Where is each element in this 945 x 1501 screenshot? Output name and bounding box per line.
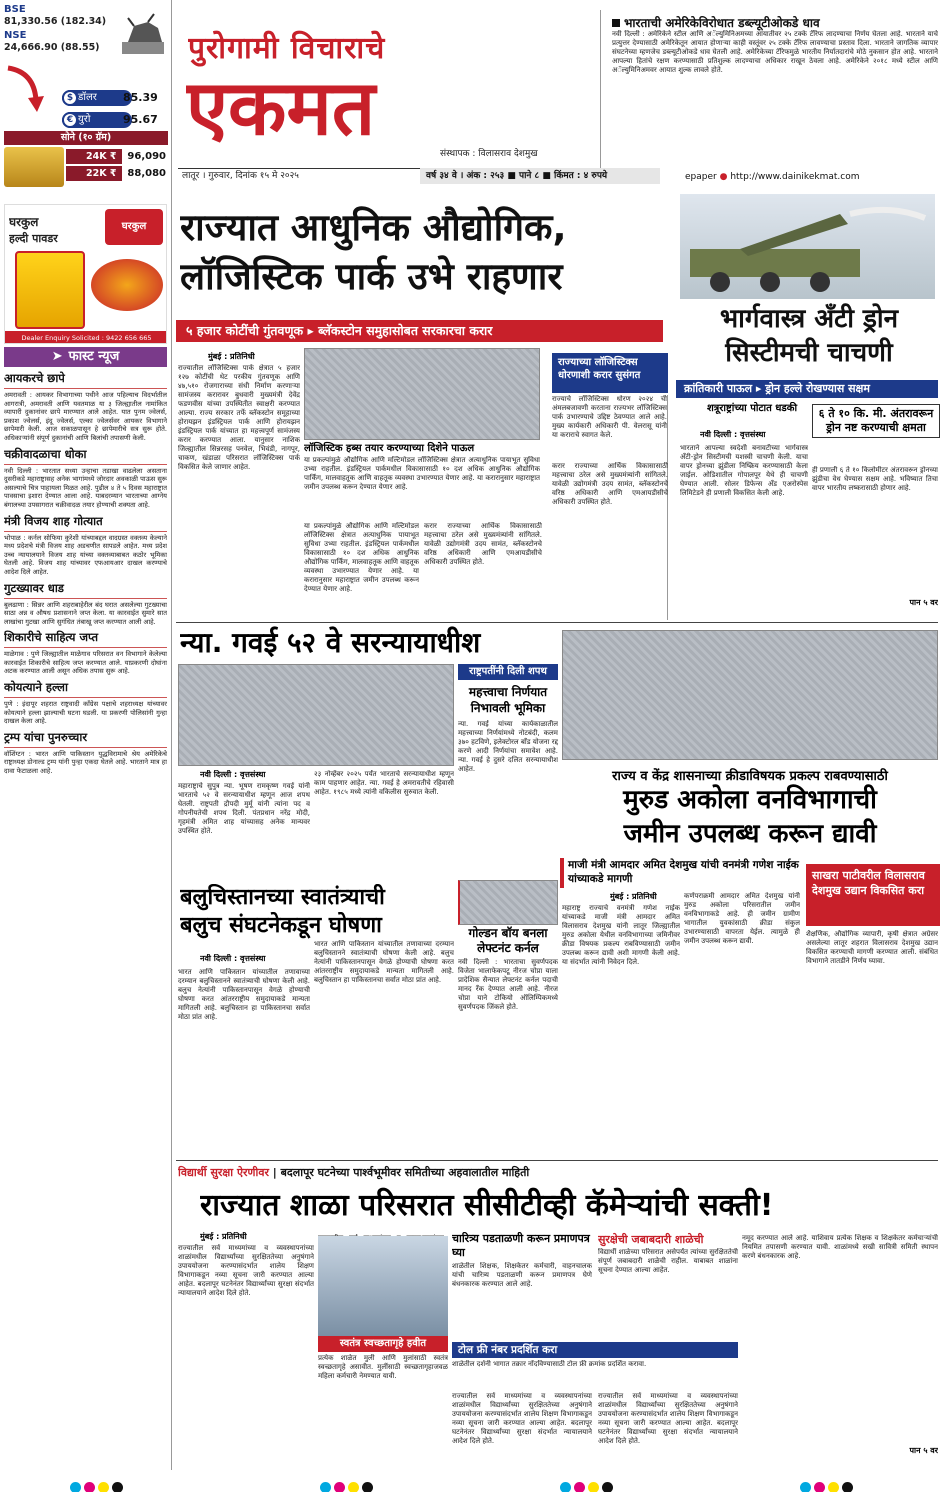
fast-item-title: शिकारीचे साहित्य जप्त	[4, 630, 167, 648]
yellow-dot-icon	[98, 1482, 109, 1492]
gold-bar-icon	[4, 147, 64, 187]
defence-box-body: ही प्रणाली ६ ते १० किलोमीटर अंतरावरून ड्रोनच्या झुंडीचा वेध घेण्यास सक्षम आहे. भविष्यात तिचा वापर भारतीय लष्करासाठी होणार आहे.	[812, 466, 938, 492]
section-rule	[176, 622, 938, 623]
fast-news-header	[4, 347, 167, 367]
sports-subhead: माजी मंत्री आमदार अमित देशमुख यांची वनमंत्री गणेश नाईक यांच्याकडे मागणी	[560, 858, 800, 888]
arrow-icon: ➤	[51, 349, 63, 364]
golden-boy-headline: गोल्डन बॉय बनला लेफ्टनंट कर्नल	[468, 926, 548, 955]
cji-body-2: २३ नोव्हेंबर २०२५ पर्यंत भारताचे सरन्यायाधीश म्हणून काम पाहणार आहेत. न्या. गवई हे अमरावतीचे रहिवासी आहेत. १९८५ मध्ये त्यांनी वकिलीस सुरुवात केली.	[314, 770, 454, 796]
school-prehead-sep: |	[268, 1166, 281, 1179]
fast-item	[4, 630, 167, 676]
main-headline-2: लॉजिस्टिक पार्क उभे राहणार	[180, 255, 563, 298]
defence-continued: पान ५ वर	[909, 598, 938, 607]
gold-22-value: 88,080	[122, 166, 168, 181]
defence-body: भारताने आपल्या स्वदेशी बनावटीच्या भार्गवास्त्र अँटी-ड्रोन सिस्टीमची यशस्वी चाचणी केली. याचा वापर ड्रोनच्या झुंडीला निष्क्रिय करण्यासाठी केला जाईल. ओडिशातील गोपालपूर येथे ही चाचणी घेण्यात आली. सोलर डिफेन्स अँड एअरोस्पेस लिमिटेडने ही प्रणाली विकसित केली आहे.	[680, 444, 808, 497]
black-dot-icon	[842, 1482, 853, 1492]
dateline: लातूर । गुरुवार, दिनांक १५ मे २०२५	[182, 171, 299, 181]
gold-22-label: 22K ₹	[86, 168, 117, 179]
gold-24-value: 96,090	[122, 149, 168, 164]
school-continued: पान ५ वर	[909, 1446, 938, 1455]
baloch-byline: नवी दिल्ली : वृत्तसंस्था	[200, 954, 266, 963]
defence-subhead-bar: क्रांतिकारी पाऊल ▸ ड्रोन हल्ले रोखण्यास सक्षम	[676, 380, 938, 398]
defence-headline: भार्गवास्त्र अँटी ड्रोन सिस्टीमची चाचणी	[719, 304, 899, 368]
school-body-3: राज्यातील सर्व माध्यमांच्या व व्यवस्थापनांच्या शाळांमधील विद्यार्थ्यांच्या सुरक्षिततेच्या अनुषंगाने उपाययोजना करण्यासंदर्भात शालेय शिक्षण विभागाकडून नव्या सूचना जारी करण्यात आल्या आहेत. बदलापूर घटनेनंतर विद्यार्थ्यांच्या सुरक्षा संदर्भात न्यायालयाने आदेश दिले होते.	[452, 1392, 592, 1445]
magenta-dot-icon	[334, 1482, 345, 1492]
school-caption-body: प्रत्येक शाळेत मुली आणि मुलांसाठी स्वतंत्र स्वच्छतागृहे असावीत. मुलींसाठी स्वच्छतागृहाजवळ महिला कर्मचारी नेमण्यात यावी.	[318, 1354, 448, 1380]
registration-marks	[800, 1478, 920, 1492]
sports-body-1: महाराष्ट्र राज्याचे वनमंत्री गणेश नाईक यांच्याकडे माजी मंत्री आमदार अमित विलासराव देशमुख यांनी लातूर जिल्ह्यातील मुरुड अकोला येथील वनविभागाच्या जमिनीवर क्रीडा विषयक प्रकल्प राबविण्यासाठी जमीन उपलब्ध करून द्यावी अशी मागणी केली आहे. या संदर्भात त्यांनी निवेदन दिले.	[562, 904, 680, 966]
registration-marks	[320, 1478, 440, 1492]
fast-news-list	[4, 367, 167, 1467]
swearing-in-photo	[178, 664, 454, 766]
fast-item-title: चक्रीवादळाचा धोका	[4, 447, 167, 465]
dollar-value: 85.39	[123, 91, 158, 104]
main-headline-1: राज्यात आधुनिक औद्योगिक,	[180, 206, 567, 249]
currency-arrow-icon	[4, 60, 62, 120]
fast-item	[4, 730, 167, 776]
cji-box-header: राष्ट्रपतींनी दिली शपथ	[458, 664, 558, 680]
epaper-label: epaper	[685, 172, 717, 182]
fast-item	[4, 371, 167, 443]
defence-box-title: ६ ते १० कि. मी. अंतरावरून ड्रोन नष्ट करण्याची क्षमता	[812, 404, 940, 438]
magenta-dot-icon	[814, 1482, 825, 1492]
fast-item	[4, 514, 167, 577]
school-box1-title: चारित्र्य पडताळणी करून प्रमाणपत्र घ्या	[452, 1232, 590, 1259]
main-byline: मुंबई : प्रतिनिधी	[208, 352, 255, 361]
cji-box-body: न्या. गवई यांच्या कार्यकाळातील महत्त्वाच्या निर्णयांमध्ये नोटबंदी, कलम ३७० हटविणे, इलेक्टोरल बाँड योजना रद्द करणे आदी निर्णयांचा समावेश आहे. न्या. गवई हे दुसरे दलित सरन्यायाधीश आहेत.	[458, 720, 558, 773]
school-box3-title: टोल फ्री नंबर प्रदर्शित करा	[452, 1342, 738, 1358]
masthead-divider	[600, 10, 601, 168]
wto-story-title	[612, 14, 932, 31]
school-prehead	[178, 1164, 938, 1182]
main-col-3a: या प्रकल्पांमुळे औद्योगिक आणि मल्टिमोडल लॉजिस्टिक्स क्षेत्रात अत्याधुनिक पायाभूत सुविधा उभ्या राहतील. इंडस्ट्रियल पार्कमधील विकासासाठी १० दश अधिक आधुनिक औद्योगिक पार्किंग, मालवाहतूक आणि वाहतूक व्यवस्था उभारण्यात येणार आहे. या करारानुसार महाराष्ट्रात जमीन उपलब्ध करून देण्यात येणार आहे.	[304, 522, 419, 593]
school-box1-body: शाळेतील शिक्षक, शिक्षकेतर कर्मचारी, वाहनचालक यांची चारित्र्य पडताळणी करून प्रमाणपत्र घेणे बंधनकारक करण्यात आले आहे.	[452, 1262, 592, 1288]
gold-24-label: 24K ₹	[86, 151, 117, 162]
sidebar-divider	[171, 0, 172, 1470]
school-box2-body: विद्यार्थी शाळेच्या परिसरात असेपर्यंत त्यांच्या सुरक्षिततेची संपूर्ण जबाबदारी शाळेची राहील. याबाबत शाळांना सूचना देण्यात आल्या आहेत.	[598, 1248, 738, 1274]
section-rule	[176, 1160, 938, 1161]
black-dot-icon	[112, 1482, 123, 1492]
haldi-packet-icon	[15, 251, 85, 329]
haldi-ad[interactable]	[4, 204, 167, 344]
bull-icon	[118, 8, 168, 58]
cyan-dot-icon	[320, 1482, 331, 1492]
fast-item-title: ट्रम्प यांचा पुनरुच्चार	[4, 730, 167, 748]
dollar-icon: $	[62, 90, 78, 106]
sports-box-body: शैक्षणिक, औद्योगिक व्यापारी, कृषी क्षेत्रात अग्रेसर असलेल्या लातूर शहरात विलासराव देशमुख उद्यान विकसित करण्याची मागणी करण्यात आली. संबंधित विभागाने तातडीने निर्णय घ्यावा.	[806, 930, 938, 965]
school-body-1: राज्यातील सर्व माध्यमांच्या व व्यवस्थापनांच्या शाळांमधील विद्यार्थ्यांच्या सुरक्षिततेच्या अनुषंगाने उपाययोजना करण्यासंदर्भात शालेय शिक्षण विभागाकडून नव्या सूचना जारी करण्यात आल्या आहेत. बदलापूर घटनेनंतर विद्यार्थ्यांच्या सुरक्षा संदर्भात न्यायालयाने आदेश दिले होते.	[178, 1244, 314, 1297]
sports-body-2: कर्णपराक्रमी आमदार अमित देशमुख यांनी मुरुड अकोला परिसरातील जमीन वनविभागाकडे आहे. ही जमीन ग्रामीण भागातील युवकांसाठी क्रीडा संकुल उभारण्यासाठी वापरता येईल. त्यामुळे ही जमीन उपलब्ध करून द्यावी.	[684, 892, 800, 945]
fast-item	[4, 680, 167, 726]
ad-product: हल्दी पावडर	[9, 232, 58, 245]
gold-title: सोने (१० ग्रॅम)	[4, 131, 168, 145]
main-col-1: राज्यातील लॉजिस्टिक्स पार्क क्षेत्रात ५ हजार १२७ कोटींची थेट परकीय गुंतवणूक आणि ४७,५१० रोजगाराच्या संधी निर्माण करणाऱ्या सामंजस्य करारावर बुधवारी मुख्यमंत्री देवेंद्र फडणवीस यांच्या उपस्थितीत स्वाक्षरी करण्यात आल्या. राज्य सरकार तर्फे ब्लॅकस्टोन समूहाच्या होरायझन इंडस्ट्रियल पार्क आणि होरायझन इंडस्ट्रियल पार्क यांच्यात हा महत्त्वपूर्ण सामंजस्य करार करण्यात आला. यानुसार नाशिक जिल्ह्यातील सिन्नरसह पनवेल, भिवंडी, नागपूर, चाकण, खंडाळा परिसरात लॉजिस्टिक्स पार्क विकसित केले जाणार आहेत.	[178, 364, 300, 471]
magenta-dot-icon	[84, 1482, 95, 1492]
ad-dealer: Dealer Enquiry Solicited : 9422 656 665	[5, 331, 167, 344]
ad-logo	[105, 209, 163, 245]
rocket-launcher-photo	[680, 194, 935, 299]
golden-boy-body: नवी दिल्ली : भारताचा सुवर्णपदक विजेता भालाफेकपटू नीरज चोप्रा याला प्रादेशिक सैन्यात लेफ्टनंट कर्नल पदाची मानद रँक देण्यात आली आहे. नीरज चोप्रा याने टोकियो ऑलिम्पिकमध्ये सुवर्णपदक जिंकले होते.	[458, 958, 558, 1011]
sports-headline-2: जमीन उपलब्ध करून द्यावी	[623, 819, 877, 849]
market-ticker	[0, 0, 170, 200]
main-subhead-bar: ५ हजार कोटींची गुंतवणूक ▸ ब्लॅकस्टोन समुहासोबत सरकारचा करार	[176, 320, 663, 342]
fast-item-title: गुटख्यावर धाड	[4, 581, 167, 599]
school-byline: मुंबई : प्रतिनिधी	[200, 1232, 247, 1241]
baloch-body-2: भारत आणि पाकिस्तान यांच्यातील तणावाच्या दरम्यान बलुचिस्तानने स्वातंत्र्याची घोषणा केली आहे. बलुच नेत्यांनी पाकिस्तानपासून वेगळे होण्याची घोषणा करत आंतरराष्ट्रीय समुदायाकडे मान्यता मागितली आहे. बलुचिस्तान हा पाकिस्तानचा सर्वात मोठा प्रांत आहे.	[314, 940, 454, 984]
cyan-dot-icon	[800, 1482, 811, 1492]
euro-value: 95.67	[123, 113, 158, 126]
cji-headline: न्या. गवई ५२ वे सरन्यायाधीश	[180, 626, 481, 659]
yellow-dot-icon	[828, 1482, 839, 1492]
black-dot-icon	[362, 1482, 373, 1492]
nse-value: 24,666.90 (88.55)	[4, 42, 100, 53]
school-box3-body: शाळेतील दर्शनी भागात तक्रार नोंदविण्यासाठी टोल फ्री क्रमांक प्रदर्शित करावा.	[452, 1360, 647, 1368]
fast-item-title: कोयत्याने हल्ला	[4, 680, 167, 698]
baloch-headline-2: बलुच संघटनेकडून घोषणा	[180, 913, 382, 938]
main-col-3b: करार राज्याच्या आर्थिक विकासासाठी महत्त्वाचा ठरेल असे मुख्यमंत्र्यांनी सांगितले. यावेळी उद्योगमंत्री उदय सामंत, ब्लॅकस्टोनचे वरिष्ठ अधिकारी आणि एमआयडीसीचे अधिकारी उपस्थित होते.	[424, 522, 542, 566]
euro-label: युरो	[78, 114, 91, 125]
baloch-headline-1: बलुचिस्तानच्या स्वातंत्र्याची	[180, 885, 385, 910]
fast-item-body: पुणे : इंदापूर शहरात राष्ट्रवादी काँग्रेस पक्षाचे शहराध्यक्ष यांच्यावर कोयत्याने हल्ला झाल्याची घटना घडली. या प्रकरणी पोलिसांनी गुन्हा दाखल केला आहे.	[4, 700, 167, 726]
main-col-4: राज्याचे लॉजिस्टिक्स धोरण २०२४ ची अंमलबजावणी करताना राज्यभर लॉजिस्टिक्स पार्क उभारण्याचे उद्दिष्ट ठेवण्यात आले आहे. मुख्य कार्यकारी अधिकारी पी. वेलरासू यांनी या कराराचे स्वागत केले.	[552, 395, 668, 620]
golden-boy-photo	[458, 880, 558, 925]
yellow-dot-icon	[588, 1482, 599, 1492]
founder-line: संस्थापक : विलासराव देशमुख	[440, 149, 538, 159]
bse-label: BSE	[4, 4, 26, 15]
registration-marks	[560, 1478, 680, 1492]
square-bullet-icon	[612, 19, 620, 27]
fast-item	[4, 581, 167, 627]
yellow-dot-icon	[348, 1482, 359, 1492]
mou-caption: लॉजिस्टिक हब्स तयार करण्याच्या दिशेने पाऊल	[304, 440, 540, 454]
issue-info: वर्ष ३४ वे । अंक : २५३ ■ पाने ८ ■ किंमत : ४ रुपये	[420, 168, 660, 184]
masthead-name: एकमत	[186, 63, 376, 152]
fast-news-title: फास्ट न्यूज	[68, 349, 120, 364]
fast-item-body: नवी दिल्ली : भारतात सध्या उन्हाचा तडाखा वाढलेला असताना दुसरीकडे महाराष्ट्रासह अनेक भागांमध्ये जोरदार अवकाळी पाऊस सुरू असल्याचे चित्र पाहायला मिळत आहे. पुढील ४ ते ५ दिवस महाराष्ट्रात पावसाचा इशारा देण्यात आला आहे. याबदरम्यान भारताच्या आग्नेय बंगालच्या उपसागरात चक्रीवादळ तयार होण्याची शक्यता आहे.	[4, 466, 167, 509]
logistics-box-title: राज्याच्या लॉजिस्टिक्स धोरणाशी करार सुसंगत	[552, 353, 668, 393]
defence-byline: नवी दिल्ली : वृत्तसंस्था	[700, 430, 766, 439]
sports-byline: मुंबई : प्रतिनिधी	[610, 892, 657, 901]
fast-item-body: अमरावती : आयकर विभागाच्या पथीने आज पहिल्याच विदर्भातील आगरात्री, अमरावती आणि यवतमाळ या ३ जिल्ह्यातील नामांकित व्यापारी दुकानांवर छापे मारण्यात आले आहेत. यात पुनम ज्वेलर्स, प्रकाश ज्वेलर्स, इंदू ज्वेलर्स, एल्का ज्वेलर्सवर आयकर विभागाने छापेमारी केली. आज सकाळपासून हे छापेमारीचे सत्र सुरू होते. अधिकाऱ्यांनी संपूर्ण दुकानांची आणि बिलांची तपासणी केली.	[4, 391, 167, 442]
meeting-photo	[562, 630, 938, 760]
ad-brand: घरकुल	[9, 215, 39, 229]
sports-headline-1: मुरुड अकोला वनविभागाची	[623, 785, 877, 815]
ad-logo-text: घरकुल	[121, 221, 147, 232]
turmeric-bowl-icon	[91, 259, 163, 311]
fast-item-body: माळेगाव : पुणे जिल्ह्यातील माळेगाव परिसरात वन विभागाने केलेल्या कारवाईत शिकारीचे साहित्य जप्त करण्यात आले. याप्रकरणी दोघांना अटक करण्यात आली असून अधिक तपास सुरू आहे.	[4, 650, 167, 676]
defence-subhead: शत्रूराष्ट्रांच्या पोटात धडकी	[706, 403, 798, 414]
school-body-4: राज्यातील सर्व माध्यमांच्या व व्यवस्थापनांच्या शाळांमधील विद्यार्थ्यांच्या सुरक्षिततेच्या अनुषंगाने उपाययोजना करण्यासंदर्भात शालेय शिक्षण विभागाकडून नव्या सूचना जारी करण्यात आल्या आहेत. बदलापूर घटनेनंतर विद्यार्थ्यांच्या सुरक्षा संदर्भात न्यायालयाने आदेश दिले होते.	[598, 1392, 738, 1445]
cji-body-1: महाराष्ट्राचे सुपुत्र न्या. भूषण रामकृष्ण गवई यांनी भारताचे ५२ वे सरन्यायाधीश म्हणून आज शपथ घेतली. राष्ट्रपती द्रौपदी मुर्मू यांनी त्यांना पद व गोपनीयतेची शपथ दिली. पंतप्रधान नरेंद्र मोदी, गृहमंत्री अमित शाह यांच्यासह अनेक मान्यवर उपस्थित होते.	[178, 782, 310, 835]
main-col-4b: करार राज्याच्या आर्थिक विकासासाठी महत्त्वाचा ठरेल असे मुख्यमंत्र्यांनी सांगितले. यावेळी उद्योगमंत्री उदय सामंत, ब्लॅकस्टोनचे वरिष्ठ अधिकारी आणि एमआयडीसीचे अधिकारी उपस्थित होते.	[552, 462, 668, 506]
cyan-dot-icon	[70, 1482, 81, 1492]
epaper-link[interactable]	[685, 170, 925, 184]
wto-title-text: भारताची अमेरिकेविरोधात डब्ल्यूटीओकडे धाव	[624, 16, 820, 30]
main-col-2: या प्रकल्पांमुळे औद्योगिक आणि मल्टिमोडल लॉजिस्टिक्स क्षेत्रात अत्याधुनिक पायाभूत सुविधा उभ्या राहतील. इंडस्ट्रियल पार्कमधील विकासासाठी १० दश अधिक आधुनिक औद्योगिक पार्किंग, मालवाहतूक आणि वाहतूक व्यवस्था उभारण्यात येणार आहे. या करारानुसार महाराष्ट्रात जमीन उपलब्ध करून देण्यात येणार आहे.	[304, 456, 540, 491]
nse-label: NSE	[4, 30, 27, 41]
school-body-last: नमूद करण्यात आले आहे. याशिवाय प्रत्येक शिक्षक व शिक्षकेतर कर्मचाऱ्यांची नियमित तपासणी करण्यात यावी. शाळांमध्ये सखी सावित्री समिती स्थापन करणे बंधनकारक आहे.	[742, 1234, 938, 1260]
fast-item	[4, 447, 167, 510]
epaper-url: http://www.dainikekmat.com	[730, 172, 860, 182]
cji-byline: नवी दिल्ली : वृत्तसंस्था	[200, 770, 266, 779]
dollar-label: डॉलर	[78, 92, 97, 103]
fast-item-body: बुलढाणा : सिन्नर आणि शहराबाहेरील बंद घरात असलेल्या गुटख्याचा साठा अन्न व औषध प्रशासनाने जप्त केला. या कारवाईत सुमारे सात लाखांचा गुटखा आणि सुगंधित तंबाखू जप्त करण्यात आली आहे.	[4, 600, 167, 626]
wto-story-body: नवी दिल्ली : अमेरिकेने स्टील आणि अॅल्युमिनिअमच्या आयातीवर २५ टक्के टॅरिफ लादण्याचा निर्णय घेतला आहे. भारताने याचे प्रत्युत्तर देण्यासाठी अमेरिकेतून आयात होणाऱ्या काही वस्तूंवर २५ टक्के टॅरिफ लावण्याचा प्रस्ताव दिला. भारताने जागतिक व्यापार संघटनेच्या म्हणजेच डब्ल्यूटीओकडे धाव घेतली आहे. अमेरिकेच्या टॅरिफमुळे भारतीय निर्यातदारांचे मोठे नुकसान होत आहे. भारताने आपल्या हितांचे रक्षण करण्यासाठी प्रतिशुल्क लादण्याचा अधिकार राखून ठेवला आहे. अमेरिकेने २०१८ मध्ये स्टील आणि अॅल्युमिनिअमवर आयात शुल्क लावले होते.	[612, 30, 938, 74]
school-prehead-label: विद्यार्थी सुरक्षा ऐरणीवर	[178, 1166, 269, 1179]
fast-item-title: मंत्री विजय शाह गोत्यात	[4, 514, 167, 532]
school-box2-title: सुरक्षेची जबाबदारी शाळेची	[598, 1233, 704, 1246]
fast-item-body: वॉशिंग्टन : भारत आणि पाकिस्तान युद्धविरामाचे श्रेय अमेरिकेचे राष्ट्राध्यक्ष डोनाल्ड ट्रम्प यांनी पुन्हा एकदा घेतले आहे. भारताने मात्र हा दावा फेटाळला आहे.	[4, 749, 167, 776]
registration-marks	[70, 1478, 190, 1492]
fast-item-body: भोपाळ : कर्नल सोफिया कुरेशी यांच्याबद्दल वादग्रस्त वक्तव्य केल्याने मध्य प्रदेशचे मंत्री विजय शाह अडचणीत सापडले आहेत. मध्य प्रदेश उच्च न्यायालयाने विजय शाह यांच्या वक्तव्याबाबत कठोर भूमिका घेतली आहे. विजय शाह यांच्यावर एफआयआर दाखल करण्याचे आदेश दिले आहेत.	[4, 533, 167, 576]
school-caption: स्वतंत्र स्वच्छतागृहे हवीत	[318, 1336, 448, 1352]
baloch-body-1: भारत आणि पाकिस्तान यांच्यातील तणावाच्या दरम्यान बलुचिस्तानने स्वातंत्र्याची घोषणा केली आहे. बलुच नेत्यांनी पाकिस्तानपासून वेगळे होण्याची घोषणा करत आंतरराष्ट्रीय समुदायाकडे मान्यता मागितली आहे. बलुचिस्तान हा पाकिस्तानचा सर्वात मोठा प्रांत आहे.	[178, 968, 310, 1021]
black-dot-icon	[602, 1482, 613, 1492]
cji-box-subhead: महत्त्वाचा निर्णयात निभावली भूमिका	[468, 685, 548, 715]
cyan-dot-icon	[560, 1482, 571, 1492]
sports-prehead: राज्य व केंद्र शासनाच्या क्रीडाविषयक प्रकल्प राबवण्यासाठी	[612, 769, 888, 784]
globe-icon: ●	[719, 172, 731, 182]
school-prehead-text: बदलापूर घटनेच्या पार्श्वभूमीवर समितीच्या अहवालातील माहिती	[280, 1166, 530, 1179]
bse-value: 81,330.56 (182.34)	[4, 16, 107, 27]
mou-photo	[304, 348, 540, 440]
magenta-dot-icon	[574, 1482, 585, 1492]
school-headline: राज्यात शाळा परिसरात सीसीटीव्ही कॅमेऱ्यांची सक्ती!	[200, 1188, 774, 1223]
sports-box-title: साखरा पाटीवरील विलासराव देशमुख उद्यान विकसित करा	[806, 864, 940, 926]
euro-icon: €	[62, 112, 78, 128]
fast-item-title: आयकरचे छापे	[4, 371, 167, 389]
masthead-tagline: पुरोगामी विचाराचे	[188, 31, 386, 66]
students-photo	[318, 1236, 448, 1336]
